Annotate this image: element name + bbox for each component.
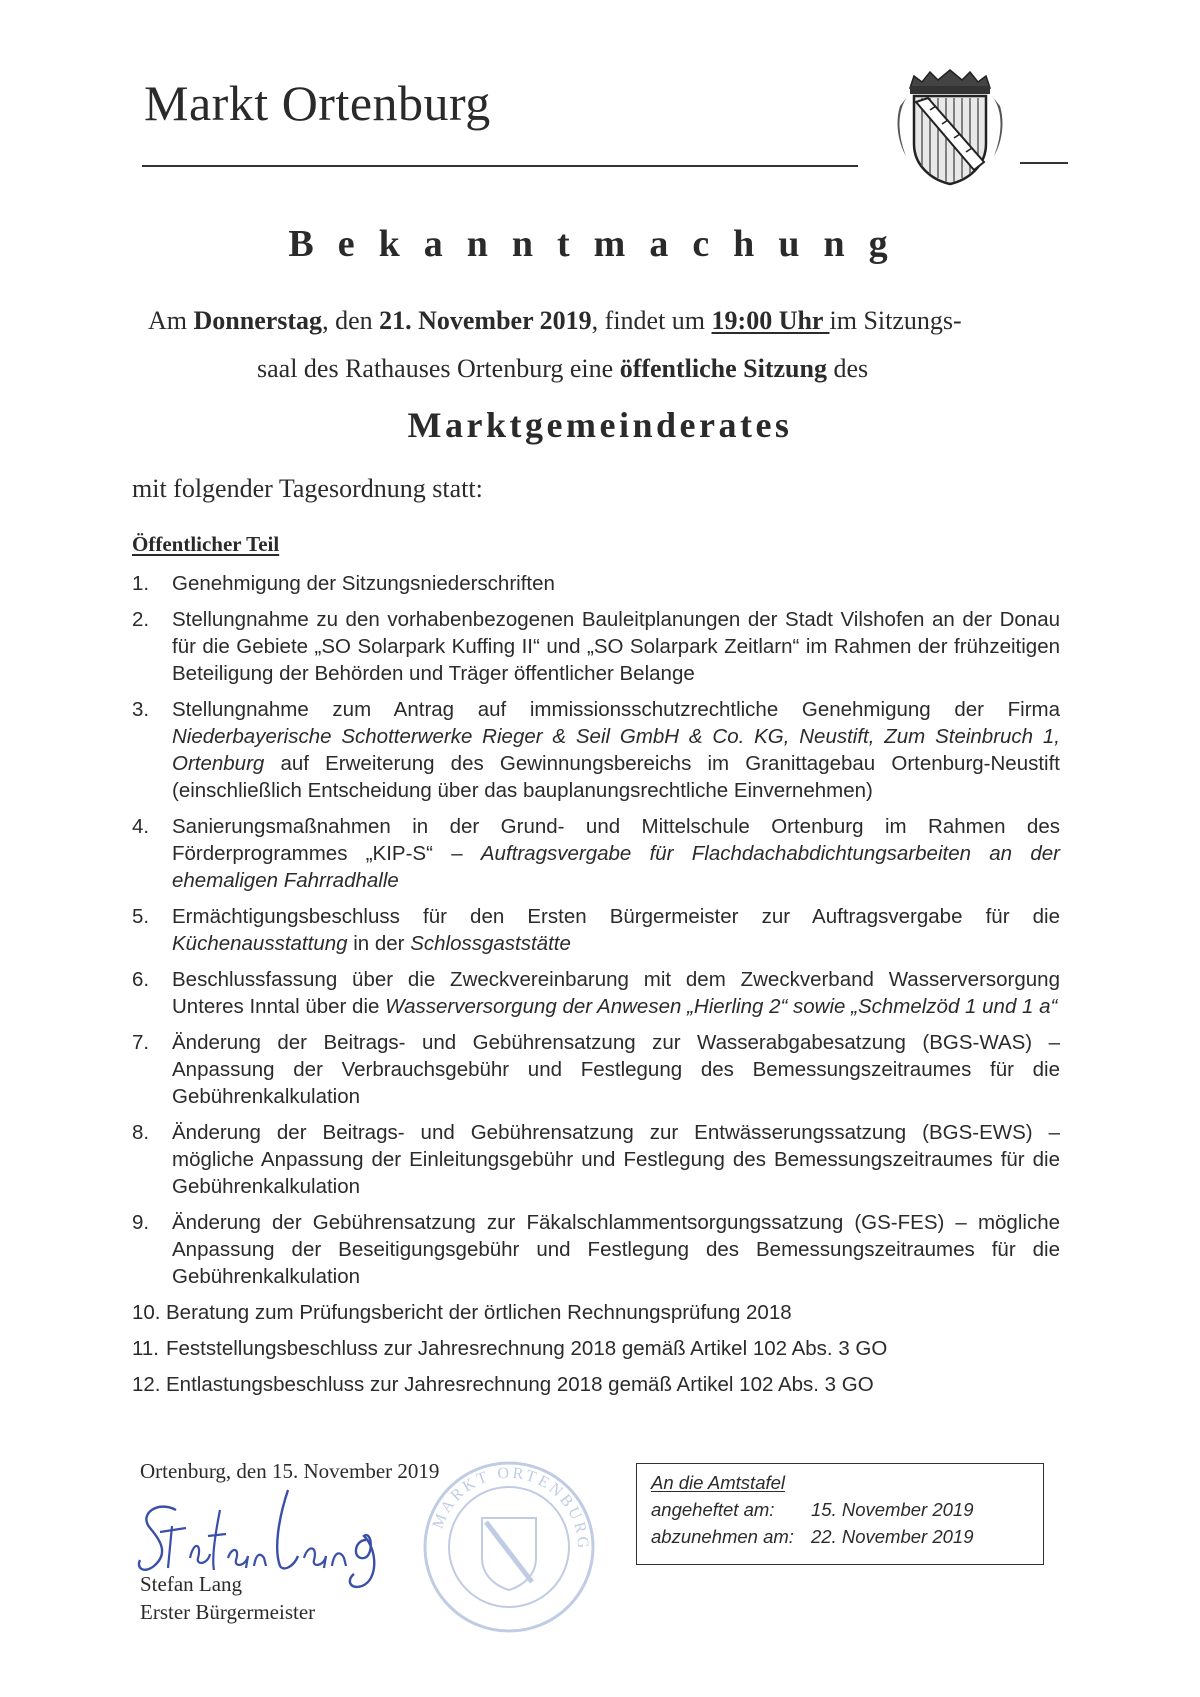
agenda-item-number: 12. [132,1373,161,1396]
session-type: öffentliche Sitzung [619,354,827,383]
posted-label: angeheftet am: [651,1499,775,1520]
agenda-item [132,903,1060,957]
place-and-date: Ortenburg, den 15. November 2019 [140,1459,440,1483]
meeting-weekday: Donnerstag [193,306,323,335]
signer-title: Erster Bürgermeister [140,1600,316,1624]
intro-line-1: Am Donnerstag, den 21. November 2019, findet um 19:00 Uhr im Sitzungs- [148,306,962,335]
agenda-item-text: Stellungnahme zum Antrag auf immissionsschutzrechtliche Genehmigung der Firma Niederbayerische Schotterwerke Rieger & Seil GmbH & Co. KG, Neustift, Zum Steinbruch 1, Ortenburg auf Erweiterung des Gewinnungsbereichs im Granittagebau Ortenburg-Neustift (einschließlich Entscheidung über das bauplanungsrechtliche Einvernehmen) [172,698,1060,802]
meeting-time: 19:00 Uhr [711,306,830,335]
agenda-item-number: 9. [132,1211,150,1234]
agenda-item-text: Ermächtigungsbeschluss für den Ersten Bürgermeister zur Auftragsvergabe für die Küchenausstattung in der Schlossgaststätte [172,905,1060,955]
agenda-item-number: 4. [132,815,150,838]
agenda-item [132,813,1060,894]
agenda-item-text: Beschlussfassung über die Zweckvereinbarung mit dem Zweckverband Wasserversorgung Unteres Inntal über die Wasserversorgung der Anwesen „Hierling 2“ sowie „Schmelzöd 1 und 1 a“ [172,968,1060,1018]
agenda-intro: mit folgender Tagesordnung statt: [132,474,483,503]
agenda-item-number: 8. [132,1121,150,1144]
section-title: Öffentlicher Teil [132,532,280,556]
agenda-item-text: Entlastungsbeschluss zur Jahresrechnung 2018 gemäß Artikel 102 Abs. 3 GO [166,1373,874,1396]
agenda-item [132,1371,1060,1398]
agenda-item-text: Beratung zum Prüfungsbericht der örtlichen Rechnungsprüfung 2018 [166,1301,792,1324]
agenda-item-number: 7. [132,1031,150,1054]
agenda-item-text: Stellungnahme zu den vorhabenbezogenen Bauleitplanungen der Stadt Vilshofen an der Donau für die Gebiete „SO Solarpark Kuffing II“ und „SO Solarpark Zeitlarn“ im Rahmen der frühzeitigen Beteiligung der Behörden und Träger öffentlicher Belange [172,608,1060,685]
agenda-item [132,570,1060,597]
agenda-item-number: 6. [132,968,150,991]
agenda-item-text: Änderung der Gebührensatzung zur Fäkalschlammentsorgungssatzung (GS-FES) – mögliche Anpassung der Beseitigungsgebühr und Festlegung des Bemessungszeitraumes für die Gebührenkalkulation [172,1211,1060,1288]
council-title: Marktgemeinderates [407,405,793,445]
remove-label: abzunehmen am: [651,1526,794,1547]
agenda-item-number: 3. [132,698,150,721]
agenda-item-number: 2. [132,608,150,631]
org-title: Markt Ortenburg [144,75,491,131]
official-seal-stamp [420,1458,598,1636]
notice-board-box [636,1463,1044,1565]
agenda-item-text: Änderung der Beitrags- und Gebührensatzung zur Wasserabgabesatzung (BGS-WAS) – Anpassung der Verbrauchsgebühr und Festlegung des Bemessungszeitraumes für die Gebührenkalkulation [172,1031,1060,1108]
svg-text:MARKT ORTENBURG: MARKT ORTENBURG [429,1464,592,1552]
agenda-item-number: 5. [132,905,150,928]
header-rule [142,165,858,167]
agenda-item [132,606,1060,687]
intro-line-2: saal des Rathauses Ortenburg eine öffentliche Sitzung des [257,354,869,383]
agenda-item [132,966,1060,1020]
agenda-item-number: 10. [132,1301,161,1324]
coat-of-arms-icon [890,66,1010,188]
remove-date: 22. November 2019 [811,1526,974,1547]
meeting-date: 21. November 2019 [379,306,592,335]
agenda-item [132,1119,1060,1200]
agenda-item-text: Änderung der Beitrags- und Gebührensatzung zur Entwässerungssatzung (BGS-EWS) – mögliche Anpassung der Einleitungsgebühr und Festlegung des Bemessungszeitraumes für die Gebührenkalkulation [172,1121,1060,1198]
posted-date: 15. November 2019 [811,1499,974,1520]
agenda-item-number: 1. [132,572,150,595]
agenda-item [132,1335,1060,1362]
document-heading: Bekanntmachung [288,223,912,265]
agenda-list [132,570,1060,1407]
header-rule-short [1020,162,1068,164]
notice-box-title: An die Amtstafel [651,1472,786,1493]
agenda-item [132,1029,1060,1110]
agenda-item [132,1299,1060,1326]
agenda-item [132,1209,1060,1290]
agenda-item [132,696,1060,804]
signer-name: Stefan Lang [140,1572,243,1596]
agenda-item-number: 11. [132,1337,159,1360]
agenda-item-text: Genehmigung der Sitzungsniederschriften [172,572,555,595]
agenda-item-text: Sanierungsmaßnahmen in der Grund- und Mittelschule Ortenburg im Rahmen des Förderprogrammes „KIP-S“ – Auftragsvergabe für Flachdachabdichtungsarbeiten an der ehemaligen Fahrradhalle [172,815,1060,892]
agenda-item-text: Feststellungsbeschluss zur Jahresrechnung 2018 gemäß Artikel 102 Abs. 3 GO [166,1337,888,1360]
